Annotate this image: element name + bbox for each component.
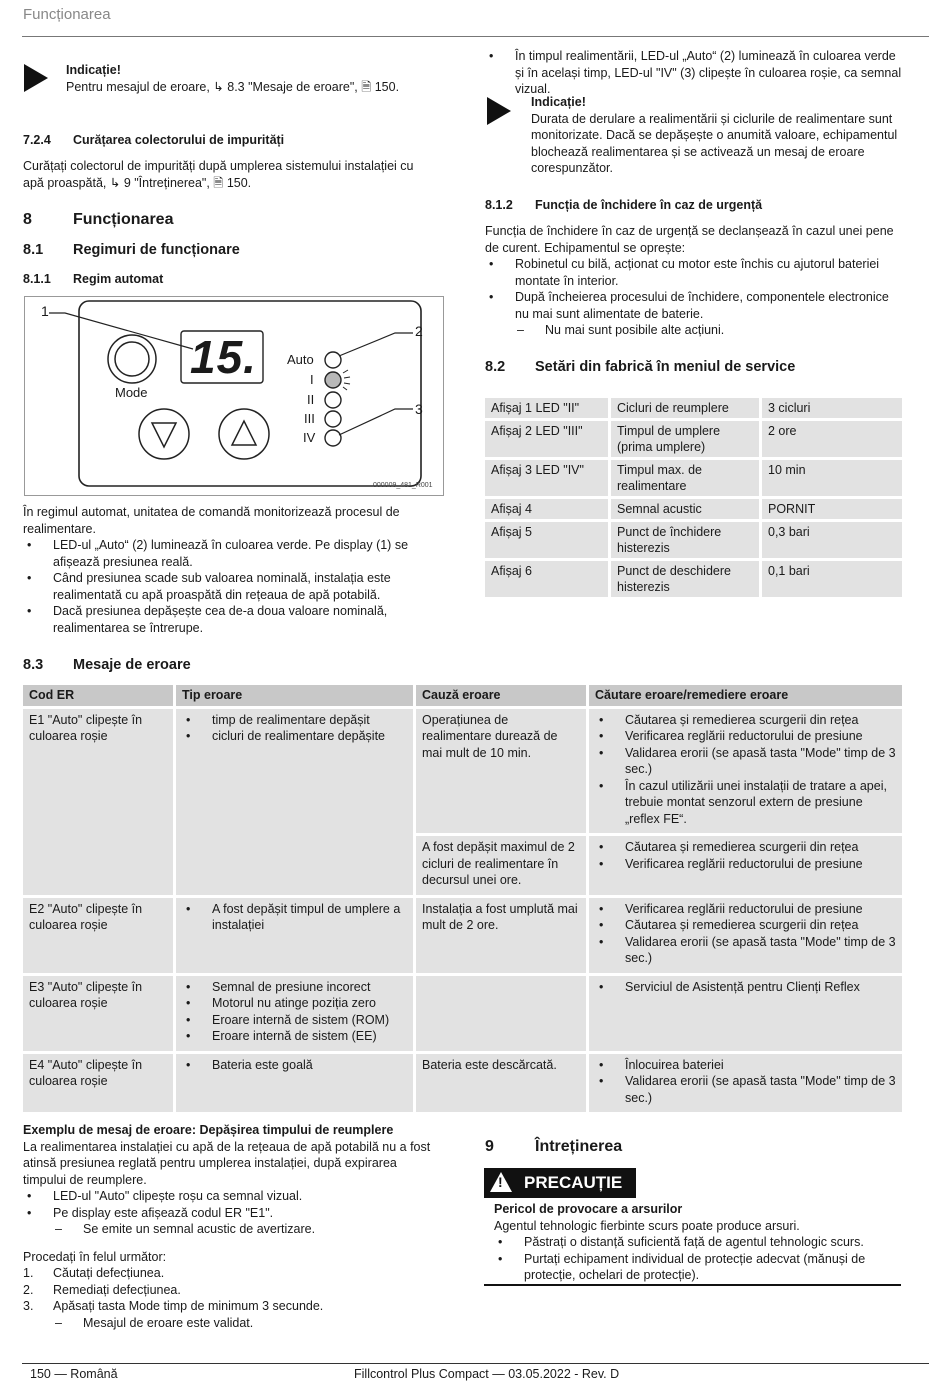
table-row: [23, 898, 902, 973]
list-item: • Eroare internă de sistem (EE): [182, 1028, 407, 1045]
list-item: • Dacă presiunea depășește cea de-a doua valoare nominală, realimentarea se întrerupe.: [23, 603, 441, 636]
list-item: • Verificarea reglării reductorului de presiune: [595, 901, 896, 918]
control-panel-figure: [24, 296, 444, 496]
section-8-1-2-body: [485, 223, 905, 339]
error-code: E3 "Auto" clipește în culoarea roșie: [23, 976, 173, 1051]
led-label-iv: IV: [303, 430, 316, 445]
table-cell: Punct de deschidere histerezis: [611, 561, 759, 597]
dash-item: – Nu mai sunt posibile alte acțiuni.: [485, 322, 905, 339]
section-number: 8.1.1: [23, 272, 51, 286]
section-title: Regim automat: [73, 272, 164, 286]
error-remedy: [589, 709, 902, 834]
error-remedy: [589, 1054, 902, 1113]
table-header-row: [23, 685, 902, 706]
error-remedy: [589, 898, 902, 973]
list-item: • cicluri de realimentare depășite: [182, 728, 407, 745]
error-cause: Instalația a fost umplută mai mult de 2 ore.: [416, 898, 586, 973]
error-example-block: [23, 1122, 443, 1331]
hazard-divider: [484, 1284, 901, 1286]
list-item: • LED-ul "Auto" clipește roșu ca semnal vizual.: [23, 1188, 443, 1205]
hazard-text: Agentul tehnologic fierbinte scurs poate produce arsuri.: [494, 1218, 800, 1233]
note-arrow-icon: [24, 64, 48, 92]
led-label-auto: Auto: [287, 352, 314, 367]
table-cell: PORNIT: [762, 499, 902, 519]
table-row: [23, 1054, 902, 1113]
figure-reference: 000009_481_R001: [373, 482, 433, 489]
section-number: 9: [485, 1138, 494, 1155]
section-number: 8: [23, 211, 32, 228]
table-row: [485, 499, 902, 519]
section-intro: Funcția de închidere în caz de urgență se declanșează în cazul unei pene de curent. Echipamentul se oprește:: [485, 224, 894, 255]
table-cell: Afișaj 2 LED "III": [485, 421, 608, 457]
display-readout: 15.: [190, 331, 257, 383]
section-title: Întreținerea: [535, 1138, 623, 1155]
section-8-1-heading: [23, 242, 240, 259]
section-number: 7.2.4: [23, 133, 51, 147]
error-remedy: [589, 836, 902, 895]
error-cause: Bateria este descărcată.: [416, 1054, 586, 1113]
table-cell: Afișaj 4: [485, 499, 608, 519]
procedure-steps: [23, 1265, 443, 1315]
list-item: • În cazul utilizării unei instalații de tratare a apei, trebuie montat senzorul extern de presiune „reflex FE“.: [595, 778, 896, 828]
section-8-3-heading: [23, 657, 191, 674]
column-header: Cauză eroare: [416, 685, 586, 706]
column-header: Cod ER: [23, 685, 173, 706]
list-item: • Când presiunea scade sub valoarea nominală, instalația este realimentată cu apă proaspătă din rețeaua de apă potabilă.: [23, 570, 441, 603]
column-header: Tip eroare: [176, 685, 413, 706]
list-item: 3. Apăsați tasta Mode timp de minimum 3 secunde.: [23, 1299, 324, 1313]
list-item: • Căutarea și remedierea scurgerii din rețea: [595, 917, 896, 934]
caution-label-text: PRECAUȚIE: [524, 1173, 623, 1192]
hazard-block: [494, 1201, 899, 1284]
led-label-iii: III: [304, 411, 315, 426]
callout-2: 2: [415, 323, 423, 339]
section-7-2-4-text: Curățați colectorul de impurități după umplerea sistemului instalației cu apă proaspătă, ↳ 9 "Întreținerea", 🗎 150.: [23, 159, 414, 190]
table-cell: 0,3 bari: [762, 522, 902, 558]
section-8-heading: [23, 212, 173, 229]
header-divider: [22, 36, 929, 37]
note-block: [531, 94, 901, 177]
table-row: [23, 709, 902, 834]
auto-mode-text: [23, 504, 441, 636]
footer-document-info: Fillcontrol Plus Compact — 03.05.2022 - Rev. D: [354, 1367, 620, 1381]
section-title: Funcția de închidere în caz de urgență: [535, 198, 763, 212]
dash-item: – Mesajul de eroare este validat.: [23, 1315, 443, 1332]
table-cell: Semnal acustic: [611, 499, 759, 519]
section-title: Setări din fabrică în meniul de service: [535, 359, 796, 375]
table-cell: 0,1 bari: [762, 561, 902, 597]
list-item: • timp de realimentare depășit: [182, 712, 407, 729]
table-cell: 2 ore: [762, 421, 902, 457]
section-8-2-heading: [485, 359, 795, 376]
example-title: Exemplu de mesaj de eroare: Depășirea timpului de reumplere: [23, 1123, 394, 1137]
note-text: Durata de derulare a realimentării și ciclurile de realimentare sunt monitorizate. Dacă se depășește o anumită valoare, echipamentul blochează realimentarea și se activează un mesaj de eroare corespunzător.: [531, 111, 898, 175]
note-block: [66, 62, 446, 95]
list-item: • A fost depășit timpul de umplere a instalației: [182, 901, 407, 934]
caution-label: ! PRECAUȚIE: [484, 1168, 636, 1198]
note-arrow-icon: [487, 97, 511, 125]
list-item: • Purtați echipament individual de protecție adecvat (mănuși de protecție, ochelari de protecție).: [494, 1251, 899, 1284]
section-9-heading: [485, 1139, 622, 1156]
mode-label: Mode: [115, 385, 148, 400]
control-panel-drawing: [25, 297, 443, 495]
list-item: • Robinetul cu bilă, acționat cu motor este închis cu ajutorul bateriei montate în interior.: [485, 256, 905, 289]
section-7-2-4-heading: [23, 132, 284, 149]
list-item: • Păstrați o distanță suficientă față de agentul tehnologic scurs.: [494, 1234, 899, 1251]
section-number: 8.1: [23, 242, 44, 258]
table-cell: 3 cicluri: [762, 398, 902, 418]
list-item: • Căutarea și remedierea scurgerii din rețea: [595, 839, 896, 856]
footer-divider: [22, 1363, 929, 1364]
section-title: Regimuri de funcționare: [73, 242, 240, 258]
factory-settings-table: [482, 395, 905, 600]
error-type: [176, 709, 413, 895]
list-item: • Validarea erorii (se apasă tasta "Mode" timp de 3 sec.): [595, 1073, 896, 1106]
section-title: Curățarea colectorului de impurități: [73, 133, 285, 147]
list-item: • Validarea erorii (se apasă tasta "Mode" timp de 3 sec.): [595, 934, 896, 967]
section-number: 8.3: [23, 657, 44, 673]
list-item: • După încheierea procesului de închidere, componentele electronice nu mai sunt alimentate de baterie.: [485, 289, 905, 322]
list-item: • LED-ul „Auto“ (2) luminează în culoarea verde. Pe display (1) se afișează presiunea reală.: [23, 537, 441, 570]
note-title: Indicație!: [531, 95, 586, 109]
refill-bullet: [485, 48, 905, 98]
list-item: • Verificarea reglării reductorului de presiune: [595, 728, 896, 745]
section-title: Funcționarea: [73, 211, 174, 228]
list-item: • Verificarea reglării reductorului de presiune: [595, 856, 896, 873]
column-header: Căutare eroare/remediere eroare: [589, 685, 902, 706]
error-cause: Operațiunea de realimentare durează de mai mult de 10 min.: [416, 709, 586, 834]
procedure-intro: Procedați în felul următor:: [23, 1249, 167, 1264]
table-row: [485, 522, 902, 558]
error-messages-table: [20, 682, 905, 1115]
list-item: 2. Remediați defecțiunea.: [23, 1282, 181, 1297]
error-type: [176, 898, 413, 973]
list-item: • Serviciul de Asistență pentru Clienți Reflex: [595, 979, 896, 996]
table-cell: Punct de închidere histerezis: [611, 522, 759, 558]
section-8-1-2-heading: [485, 197, 762, 214]
table-cell: Timpul max. de realimentare: [611, 460, 759, 496]
section-title: Mesaje de eroare: [73, 657, 191, 673]
list-item: • Înlocuirea bateriei: [595, 1057, 896, 1074]
error-code: E4 "Auto" clipește în culoarea roșie: [23, 1054, 173, 1113]
hazard-title: Pericol de provocare a arsurilor: [494, 1202, 683, 1216]
table-row: [485, 460, 902, 496]
table-cell: Afișaj 6: [485, 561, 608, 597]
table-cell: Afișaj 3 LED "IV": [485, 460, 608, 496]
list-item: • Motorul nu atinge poziția zero: [182, 995, 407, 1012]
example-text: La realimentarea instalației cu apă de la rețeaua de apă potabilă nu a fost atinsă presiunea reglată pentru umplerea instalației, după expirarea timpului de reumplere.: [23, 1139, 431, 1187]
error-remedy: [589, 976, 902, 1051]
error-code: E1 "Auto" clipește în culoarea roșie: [23, 709, 173, 895]
table-cell: Afișaj 5: [485, 522, 608, 558]
list-item: • Pe display este afișează codul ER "E1".: [23, 1205, 443, 1222]
error-type: [176, 1054, 413, 1113]
note-title: Indicație!: [66, 63, 121, 77]
auto-mode-list: [23, 537, 441, 636]
table-row: [485, 421, 902, 457]
section-number: 8.1.2: [485, 198, 513, 212]
dash-item: – Se emite un semnal acustic de avertizare.: [23, 1221, 443, 1238]
list-item: • În timpul realimentării, LED-ul „Auto“ (2) luminează în culoarea verde și în același timp, LED-ul "IV" (3) clipește în culoarea roșie, ca semnal vizual.: [485, 48, 905, 98]
table-row: [485, 561, 902, 597]
list-item: • Validarea erorii (se apasă tasta "Mode" timp de 3 sec.): [595, 745, 896, 778]
error-cause: A fost depășit maximul de 2 cicluri de realimentare în decursul unei ore.: [416, 836, 586, 895]
table-cell: Afișaj 1 LED "II": [485, 398, 608, 418]
table-row: [485, 398, 902, 418]
error-code: E2 "Auto" clipește în culoarea roșie: [23, 898, 173, 973]
callout-1: 1: [41, 303, 49, 319]
auto-mode-intro: În regimul automat, unitatea de comandă monitorizează procesul de realimentare.: [23, 505, 400, 536]
error-type: [176, 976, 413, 1051]
table-row: [23, 976, 902, 1051]
table-cell: 10 min: [762, 460, 902, 496]
list-item: • Căutarea și remedierea scurgerii din rețea: [595, 712, 896, 729]
table-cell: Timpul de umplere (prima umplere): [611, 421, 759, 457]
list-item: • Eroare internă de sistem (ROM): [182, 1012, 407, 1029]
note-text: Pentru mesajul de eroare, ↳ 8.3 "Mesaje de eroare", 🗎 150.: [66, 79, 400, 94]
list-item: • Bateria este goală: [182, 1057, 407, 1074]
section-number: 8.2: [485, 359, 506, 375]
section-8-1-1-heading: [23, 271, 163, 288]
led-label-ii: II: [307, 392, 315, 407]
running-header: Funcționarea: [23, 6, 111, 23]
list-item: • Semnal de presiune incorect: [182, 979, 407, 996]
list-item: 1. Căutați defecțiunea.: [23, 1266, 165, 1280]
callout-3: 3: [415, 401, 423, 417]
table-cell: Cicluri de reumplere: [611, 398, 759, 418]
footer-page-language: 150 — Română: [30, 1367, 118, 1381]
error-cause: [416, 976, 586, 1051]
led-label-i: I: [310, 372, 314, 387]
